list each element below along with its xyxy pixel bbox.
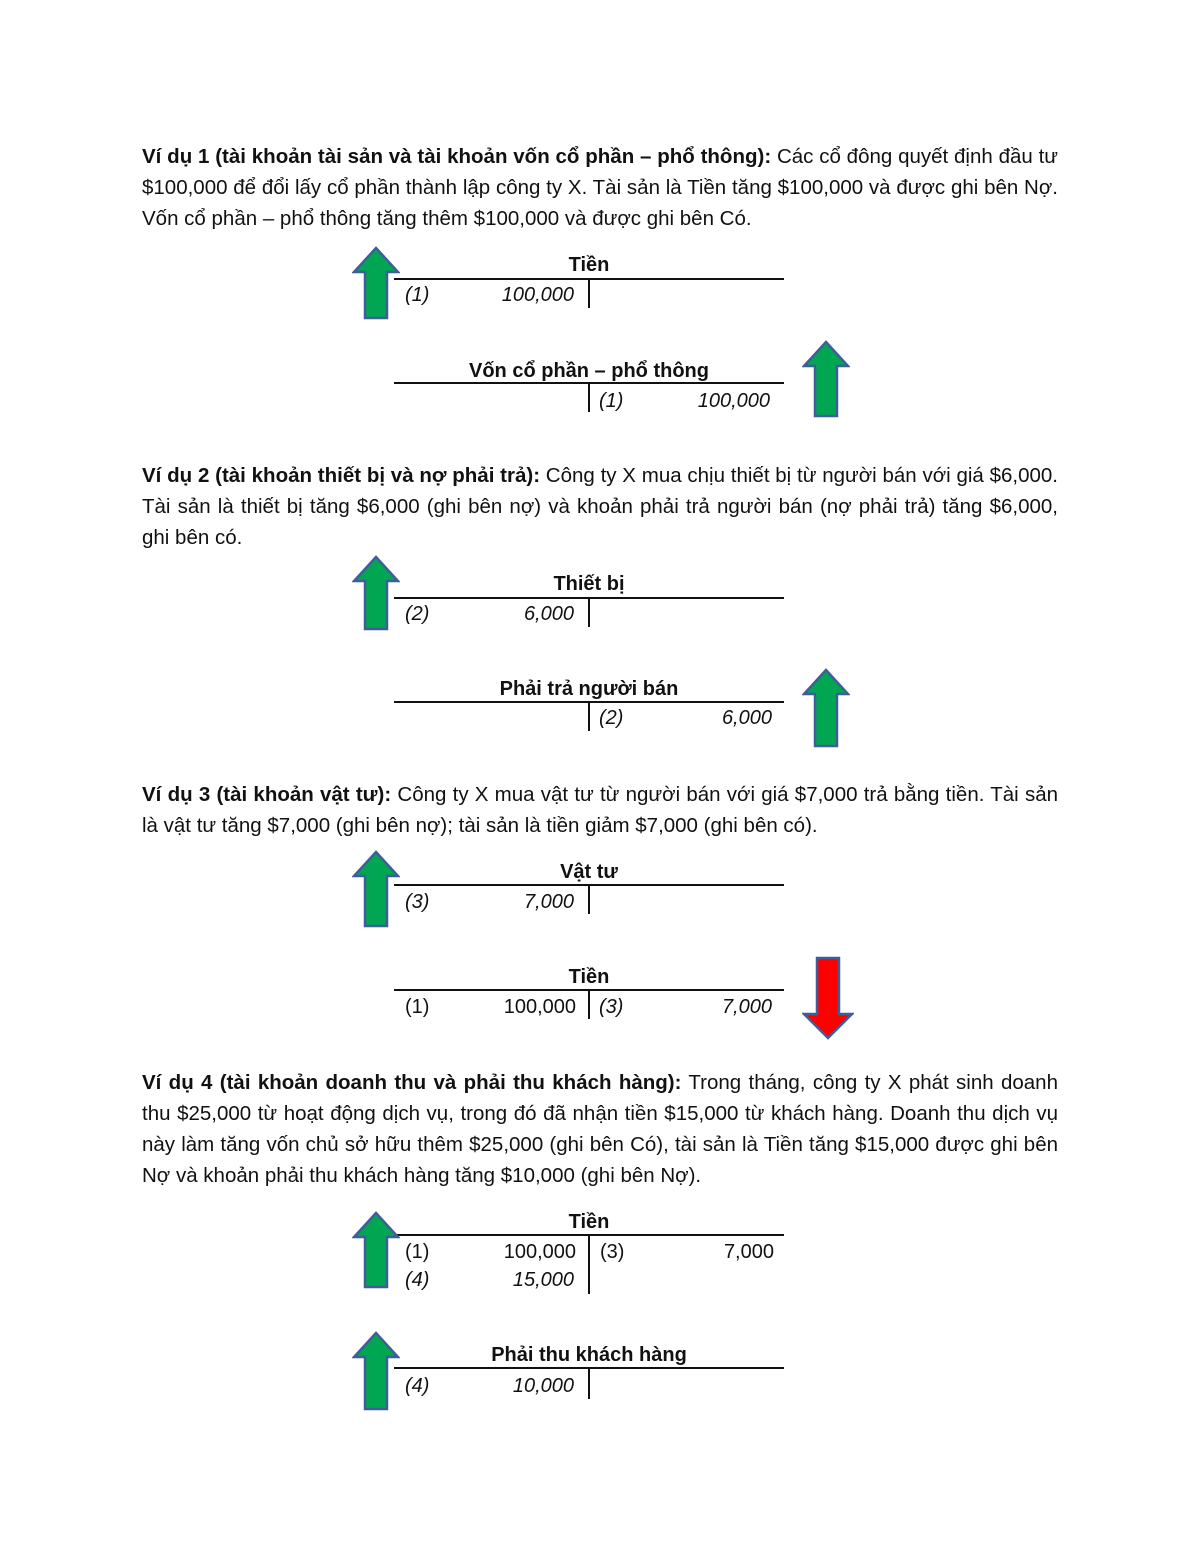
entry-ref: (4) [405,1269,430,1291]
entry-ref: (3) [405,891,430,913]
t-account-title: Tiền [568,254,610,276]
arrow-shape [354,1213,398,1287]
t-account-title: Phải trả người bán [499,678,679,700]
example-4-text: Trong tháng, công ty X phát sinh doanh thu $25,000 từ hoạt động dịch vụ, trong đó đã nhận tiền $15,000 từ khách hàng. Doanh thu dịch vụ này làm tăng vốn chủ sở hữu thêm $25,000 (ghi bên Có), tài sản là Tiền tăng $15,000 được ghi bên Nợ và khoản phải thu khách hàng tăng $10,000 (ghi bên Nợ). [142,1071,1058,1187]
entry-ref: (2) [405,603,430,625]
arrow-shape [804,958,852,1038]
entry-ref: (1) [599,390,624,412]
t-account-divider [588,599,590,627]
t-account-title: Phải thu khách hàng [491,1344,687,1366]
entry-amount: 6,000 [721,707,772,729]
entry-amount: 10,000 [512,1375,574,1397]
entry-ref: (3) [599,996,624,1018]
t-account-divider [588,991,590,1019]
t-account-divider [588,1236,590,1294]
entry-amount: 100,000 [501,284,574,306]
entry-ref: (1) [405,284,430,306]
arrow-shape [354,248,398,318]
example-2-heading: Ví dụ 2 (tài khoản thiết bị và nợ phải trả): [142,464,541,487]
increase-arrow-icon [352,555,400,631]
increase-arrow-icon [802,340,850,418]
arrow-shape [804,670,848,746]
example-1-text: Các cổ đông quyết định đầu tư $100,000 để đổi lấy cổ phần thành lập công ty X. Tài sản là Tiền tăng $100,000 và được ghi bên Nợ. Vốn cổ phần – phổ thông tăng thêm $100,000 và được ghi bên Có. [142,145,1058,230]
increase-arrow-icon [802,668,850,748]
example-2-text: Công ty X mua chịu thiết bị từ người bán với giá $6,000. Tài sản là thiết bị tăng $6,000 (ghi bên nợ) và khoản phải trả người bán (nợ phải trả) tăng $6,000, ghi bên có. [142,464,1058,549]
t-account-title: Vật tư [560,861,618,883]
t-account-divider [588,886,590,914]
t-account-divider [588,384,590,412]
entry-amount: 100,000 [697,390,770,412]
t-account-divider [588,280,590,308]
arrow-shape [354,1333,398,1409]
increase-arrow-icon [352,850,400,928]
entry-ref: (3) [600,1241,625,1263]
increase-arrow-icon [352,1331,400,1411]
example-2-paragraph [142,460,1058,553]
entry-amount: 7,000 [523,891,574,913]
example-4-paragraph [142,1067,1058,1191]
t-account-title: Thiết bị [553,573,625,595]
increase-arrow-icon [352,1211,400,1289]
entry-ref: (1) [405,1241,430,1263]
example-3-paragraph [142,779,1058,841]
decrease-arrow-icon [802,956,854,1040]
t-account-divider [588,703,590,731]
entry-ref: (4) [405,1375,430,1397]
entry-amount: 7,000 [721,996,772,1018]
arrow-shape [804,342,848,416]
entry-amount: 6,000 [523,603,574,625]
increase-arrow-icon [352,246,400,320]
t-account-title: Tiền [568,1211,610,1233]
t-account-divider [588,1369,590,1399]
entry-amount: 7,000 [723,1241,774,1263]
example-1-paragraph [142,141,1058,234]
entry-amount: 100,000 [503,1241,576,1263]
entry-ref: (1) [405,996,430,1018]
entry-amount: 100,000 [503,996,576,1018]
example-4-heading: Ví dụ 4 (tài khoản doanh thu và phải thu khách hàng): [142,1071,682,1094]
entry-ref: (2) [599,707,624,729]
arrow-shape [354,852,398,926]
entry-amount: 15,000 [512,1269,574,1291]
arrow-shape [354,557,398,629]
example-3-heading: Ví dụ 3 (tài khoản vật tư): [142,783,392,806]
t-account-title: Vốn cổ phần – phổ thông [469,360,709,382]
t-account-title: Tiền [568,966,610,988]
example-3-text: Công ty X mua vật tư từ người bán với giá $7,000 trả bằng tiền. Tài sản là vật tư tăng $7,000 (ghi bên nợ); tài sản là tiền giảm $7,000 (ghi bên có). [142,783,1059,837]
example-1-heading: Ví dụ 1 (tài khoản tài sản và tài khoản vốn cổ phần – phổ thông): [142,145,772,168]
